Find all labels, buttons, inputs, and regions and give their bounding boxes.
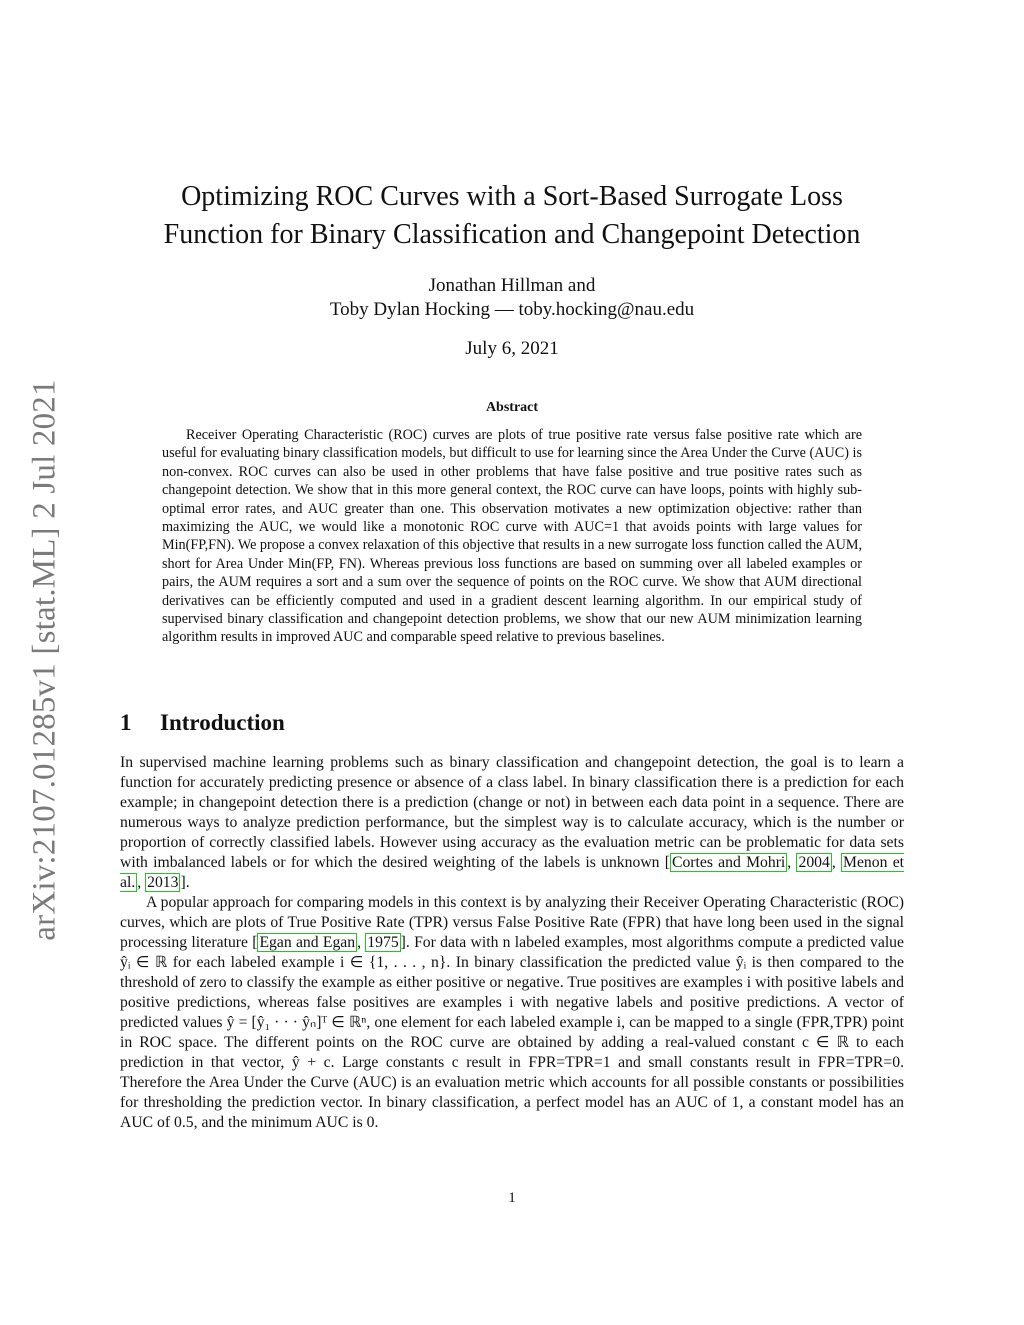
citation-link-2004[interactable]: 2004 [798, 854, 830, 871]
intro-p2-text-a: A popular approach for comparing models in this context is by analyzing their Receiver Operating Characteristic (ROC) curves, which are plots of True Positive Rate (TPR) versus False Positive Rate (FPR) that have long been used in the signal processing literature [120, 894, 904, 951]
section-title: Introduction [160, 710, 285, 735]
section-number: 1 [120, 710, 132, 735]
paper-date: July 6, 2021 [465, 338, 559, 359]
citation-link-menon[interactable]: Menon et al. [120, 854, 905, 891]
citation-bracket: [ [252, 934, 258, 951]
citation-link-2013[interactable]: 2013 [147, 874, 179, 891]
paper-title [0, 178, 1024, 254]
abstract-text: Receiver Operating Characteristic (ROC) curves are plots of true positive rate versus false positive rate which are useful for evaluating binary classification models, but difficult to use for learning since the Area Under the Curve (AUC) is non-convex. ROC curves can also be used in other problems that have false positive and true positive rates such as changepoint detection. We show that in this more general context, the ROC curve can have loops, points with highly sub-optimal error rates, and AUC greater than one. This observation motivates a new optimization objective: rather than maximizing the AUC, we would like a monotonic ROC curve with AUC=1 that avoids points with large values for Min(FP,FN). We propose a convex relaxation of this objective that results in a new surrogate loss function called the AUM, short for Area Under Min(FP, FN). Whereas previous loss functions are based on summing over all labeled examples or pairs, the AUM requires a sort and a sum over the sequence of points on the ROC curve. We show that AUM directional derivatives can be efficiently computed and used in a gradient descent learning algorithm. In our empirical study of supervised binary classification and changepoint detection problems, we show that our new AUM minimization learning algorithm results in improved AUC and comparable speed relative to previous baselines. [162, 427, 862, 646]
title-line-1: Optimizing ROC Curves with a Sort-Based Surrogate Loss [181, 181, 843, 212]
introduction-body [120, 753, 904, 1133]
abstract-heading: Abstract [485, 400, 539, 415]
citation-link-cortes-mohri[interactable]: Cortes and Mohri [671, 854, 786, 871]
citation-link-1975[interactable]: 1975 [367, 934, 399, 951]
author-line-1: Jonathan Hillman and [428, 275, 596, 296]
citation-bracket: ]. [180, 874, 190, 891]
intro-p1-text: In supervised machine learning problems such as binary classification and changepoint detection, the goal is to learn a function for accurately predicting presence or absence of a class label. In binary classification there is a prediction for each example; in changepoint detection there is a prediction (change or not) in between each data point in a sequence. There are numerous ways to analyze prediction performance, but the simplest way is to calculate accuracy, which is the number or proportion of correctly classified labels. However using accuracy as the evaluation metric can be problematic for data sets with imbalanced labels or for which the desired weighting of the labels is unknown [120, 754, 904, 871]
author-block [0, 274, 1024, 322]
citation-separator: , [357, 934, 366, 951]
page-number: 1 [508, 1190, 516, 1206]
section-heading-introduction [120, 710, 285, 736]
citation-separator: , [831, 854, 842, 871]
arxiv-identifier-stamp: arXiv:2107.01285v1 [stat.ML] 2 Jul 2021 [26, 379, 63, 941]
intro-paragraph-1 [120, 753, 904, 893]
title-line-2: Function for Binary Classification and Changepoint Detection [163, 219, 861, 250]
intro-p2-text-b: ]. For data with n labeled examples, most algorithms compute a predicted value ŷᵢ ∈ ℝ for each labeled example i ∈ {1, . . . , n}. In binary classification the predicted value ŷᵢ is then compared to the threshold of zero to classify the example as either positive or negative. True positives are examples i with positive labels and positive predictions, whereas false positives are examples i with negative labels and positive predictions. A vector of predicted values ŷ = [ŷ₁ · · · ŷₙ]ᵀ ∈ ℝⁿ, one element for each labeled example i, can be mapped to a single (FPR,TPR) point in ROC space. The different points on the ROC curve are obtained by adding a real-valued constant c ∈ ℝ to each prediction in that vector, ŷ + c. Large constants c result in FPR=TPR=1 and small constants result in FPR=TPR=0. Therefore the Area Under the Curve (AUC) is an evaluation metric which accounts for all possible constants or possibilities for thresholding the prediction vector. In binary classification, a perfect model has an AUC of 1, a constant model has an AUC of 0.5, and the minimum AUC is 0. [120, 934, 904, 1131]
citation-bracket: [ [664, 854, 670, 871]
citation-separator: , [137, 874, 146, 891]
intro-paragraph-2 [120, 893, 904, 1133]
citation-separator: , [787, 854, 797, 871]
citation-link-egan[interactable]: Egan and Egan [259, 934, 356, 951]
author-line-2: Toby Dylan Hocking — toby.hocking@nau.edu [329, 299, 695, 320]
